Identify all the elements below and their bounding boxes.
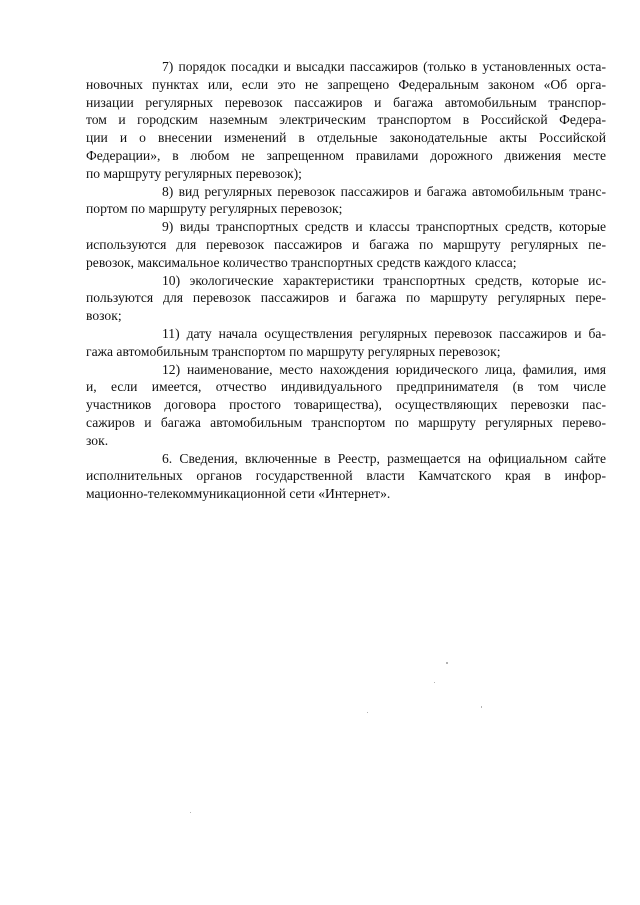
- scan-speck: [367, 712, 368, 713]
- paragraph-item-9: [86, 218, 606, 271]
- text-line: мационно-телекоммуникационной сети «Интернет».: [86, 486, 391, 502]
- paragraph-item-10: [86, 272, 606, 325]
- paragraph-item-7: [86, 58, 606, 183]
- text-line: 6. Сведения, включенные в Реестр, размещается на официальном сайте: [162, 450, 606, 466]
- text-line: пользуются для перевозок пассажиров и багажа по маршруту регулярных пере-: [86, 290, 606, 306]
- text-line: и, если имеется, отчество индивидуального предпринимателя (в том числе: [86, 379, 606, 395]
- text-line: используются для перевозок пассажиров и багажа по маршруту регулярных пе-: [86, 236, 606, 252]
- text-line: возок;: [86, 308, 122, 324]
- text-line: новочных пунктах или, если это не запрещено Федеральным законом «Об орга-: [86, 76, 606, 92]
- text-line: гажа автомобильным транспортом по маршруту регулярных перевозок;: [86, 343, 501, 359]
- text-line: 12) наименование, место нахождения юридического лица, фамилия, имя: [162, 361, 606, 377]
- text-line: 11) дату начала осуществления регулярных перевозок пассажиров и ба-: [162, 325, 606, 341]
- paragraph-item-12: [86, 361, 606, 450]
- scan-speck: [446, 662, 448, 664]
- text-line: зок.: [86, 432, 109, 448]
- text-line: Федерации», в любом не запрещенном правилами дорожного движения месте: [86, 147, 606, 163]
- text-line: том и городским наземным электрическим транспортом в Российской Федера-: [86, 112, 606, 128]
- scan-speck: [434, 682, 435, 683]
- text-line: 8) вид регулярных перевозок пассажиров и багажа автомобильным транс-: [162, 183, 606, 199]
- text-line: ции и о внесении изменений в отдельные законодательные акты Российской: [86, 130, 606, 146]
- text-line: сажиров и багажа автомобильным транспортом по маршруту регулярных перево-: [86, 414, 606, 430]
- document-body: [86, 58, 606, 503]
- paragraph-item-11: [86, 325, 606, 361]
- text-line: 10) экологические характеристики транспортных средств, которые ис-: [162, 272, 606, 288]
- text-line: исполнительных органов государственной власти Камчатского края в инфор-: [86, 468, 606, 484]
- text-line: портом по маршруту регулярных перевозок;: [86, 201, 343, 217]
- paragraph-item-8: [86, 183, 606, 219]
- text-line: 7) порядок посадки и высадки пассажиров (только в установленных оста-: [162, 59, 606, 74]
- text-line: низации регулярных перевозок пассажиров и багажа автомобильным транспор-: [86, 94, 606, 110]
- scan-speck: [190, 812, 191, 813]
- text-line: участников договора простого товарищества), осуществляющих перевозки пас-: [86, 397, 606, 413]
- text-line: ревозок, максимальное количество транспортных средств каждого класса;: [86, 254, 517, 270]
- text-line: по маршруту регулярных перевозок);: [86, 165, 302, 181]
- text-line: 9) виды транспортных средств и классы транспортных средств, которые: [162, 219, 606, 235]
- scan-speck: [481, 706, 482, 708]
- paragraph-section-6: [86, 450, 606, 503]
